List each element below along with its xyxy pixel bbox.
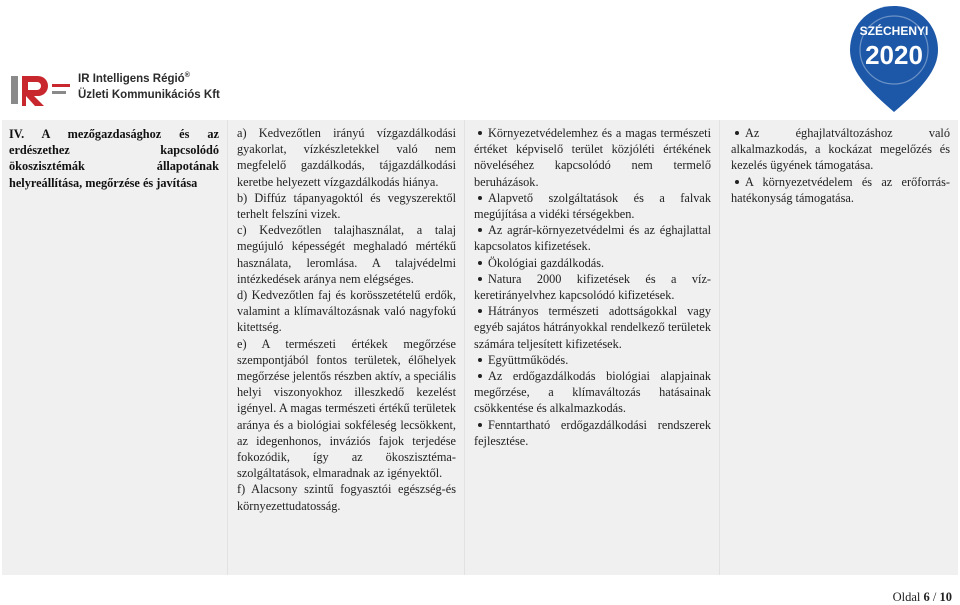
problem-item: d) Kedvezőtlen faj és korösszetételű erdők, valamint a klímaváltozásnak való nagyfokú kitettség. (237, 288, 456, 335)
ir-logo-mark-icon (8, 70, 74, 108)
list-item: Az agrár-környezetvédelmi és az éghajlattal kapcsolatos kifizetések. (474, 223, 711, 254)
problems-cell (229, 120, 465, 575)
page-number: Oldal 6 / 10 (892, 590, 952, 604)
problem-item: c) Kedvezőtlen talajhasználat, a talaj megújuló képességét meghaladó mértékű használata, leromlása. A talajvédelmi intézkedések aránya nem elégséges. (237, 223, 456, 286)
ir-logo (8, 68, 220, 110)
logo-title: IR Intelligens Régió® (78, 72, 190, 85)
szechenyi-text: SZÉCHENYI (859, 24, 929, 38)
bullet-icon (478, 374, 482, 378)
bullet-icon (478, 309, 482, 313)
list-item: Az erdőgazdálkodás biológiai alapjainak megőrzése, a klímaváltozás hatásainak csökkentése és alkalmazkodás. (474, 369, 711, 416)
heading-line: IV. A mezőgazdasághoz és az (9, 127, 219, 141)
bullet-icon (478, 228, 482, 232)
priority-heading (9, 126, 219, 191)
bullet-icon (478, 196, 482, 200)
measures-table (2, 120, 958, 575)
heading-line: erdészethez kapcsolódó (9, 143, 219, 158)
bullet-icon (478, 277, 482, 281)
heading-line: ökoszisztémák állapotának (9, 159, 219, 174)
priority-heading-cell (2, 120, 228, 575)
heading-line: helyreállítása, megőrzése és javítása (9, 175, 198, 190)
problem-item: a) Kedvezőtlen irányú vízgazdálkodási gyakorlat, vízkészletekkel való nem megfelelő gazdálkodás, tájgazdálkodási keretbe helyezett vízgazdálkodás hiánya. (237, 126, 456, 189)
list-item: Alapvető szolgáltatások és a falvak megújítása a vidéki térségekben. (474, 190, 711, 222)
list-item: Hátrányos természeti adottságokkal vagy egyéb sajátos hátrányokkal rendelkező területek számára teljesített kifizetések. (474, 304, 711, 351)
crosscutting-cell (721, 120, 958, 575)
list-item: Az éghajlatváltozáshoz való alkalmazkodás, a kockázat megelőzés és kezelés ügyének támogatása. (731, 126, 950, 173)
bullet-icon (478, 261, 482, 265)
szechenyi-year: 2020 (865, 40, 923, 70)
crosscutting-list (731, 125, 950, 206)
szechenyi-2020-logo-icon (838, 2, 950, 114)
problem-item: e) A természeti értékek megőrzése szempontjából fontos területek, élőhelyek megőrzése jelentős részben aktív, a speciális helyi viszonyokhoz illeszkedő kezelést igényel. A magas természeti értékű területek aránya és a biológiai sokféleség lecsökkent, az idegenhonos, inváziós fajok terjedése fokozódik, így az ökoszisztéma-szolgáltatások, elmaradnak az igényektől. (237, 336, 456, 481)
list-item: Fenntartható erdőgazdálkodási rendszerek fejlesztése. (474, 417, 711, 448)
measures-cell (466, 120, 720, 575)
bullet-icon (478, 423, 482, 427)
measures-list (474, 125, 711, 449)
bullet-icon (478, 131, 482, 135)
list-item: Környezetvédelemhez és a magas természeti értéket képviselő terület közjóléti értékének növeléséhez kapcsolódó nem termelő beruházások. (474, 126, 711, 189)
bullet-icon (735, 131, 739, 135)
problem-item: f) Alacsony szintű fogyasztói egészség-és környezettudatosság. (237, 482, 456, 513)
logo-subtitle: Üzleti Kommunikációs Kft (78, 89, 220, 101)
bullet-icon (735, 180, 739, 184)
list-item: Ökológiai gazdálkodás. (474, 255, 711, 271)
list-item: A környezetvédelem és az erőforrás-hatékonyság támogatása. (731, 174, 950, 205)
bullet-icon (478, 358, 482, 362)
list-item: Natura 2000 kifizetések és a víz-keretirányelvhez kapcsolódó kifizetések. (474, 271, 711, 303)
list-item: Együttműködés. (474, 352, 711, 368)
problem-item: b) Diffúz tápanyagoktól és vegyszerektől terhelt felszíni vizek. (237, 190, 456, 222)
